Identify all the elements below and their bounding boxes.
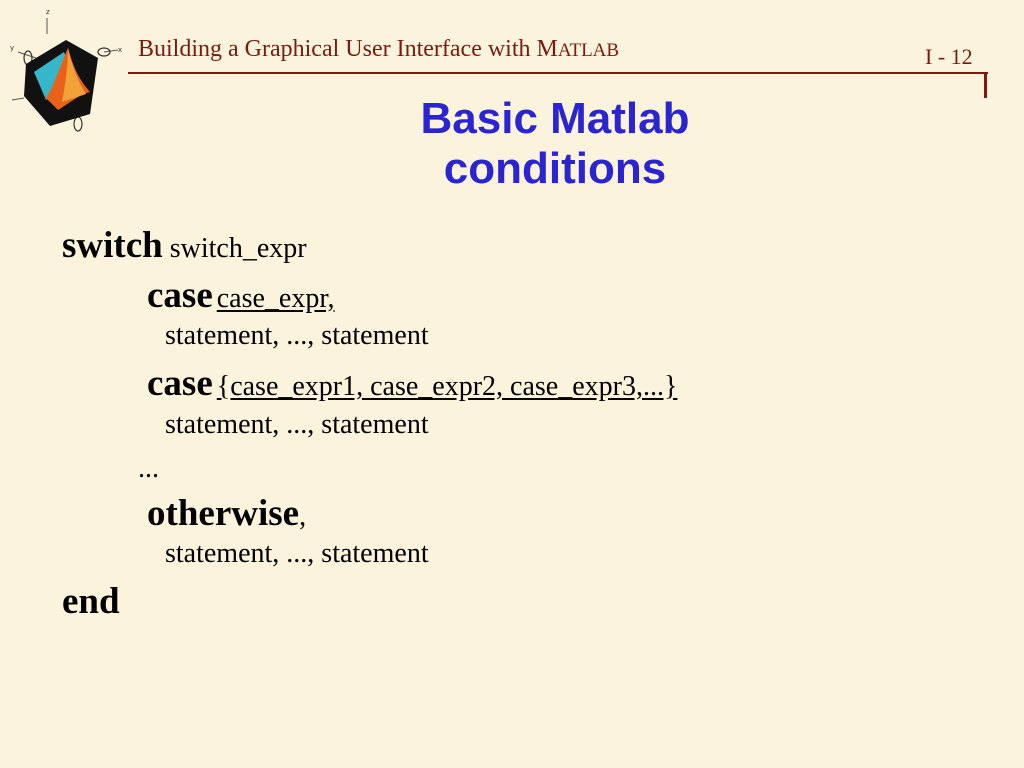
otherwise-keyword: otherwise xyxy=(147,493,300,534)
slide-title-line1: Basic Matlab xyxy=(420,94,690,143)
otherwise-comma: , xyxy=(299,501,307,532)
slide-title-line2: conditions xyxy=(443,144,667,193)
case-line-2 xyxy=(147,362,677,405)
switch-keyword: switch xyxy=(62,225,163,266)
end-keyword: end xyxy=(62,581,120,622)
page-number: I - 12 xyxy=(925,44,973,69)
statement-line-1: statement, ..., statement xyxy=(165,320,429,351)
case-keyword: case xyxy=(147,275,213,316)
end-line xyxy=(62,580,120,623)
svg-text:z: z xyxy=(46,8,50,16)
svg-text:y: y xyxy=(10,44,15,52)
case-line-1 xyxy=(147,274,335,317)
case-expression-list: {case_expr1, case_expr2, case_expr3,...} xyxy=(216,371,678,402)
statement-line-2: statement, ..., statement xyxy=(165,409,429,440)
presentation-title: Building a Graphical User Interface with MATLAB xyxy=(138,36,620,62)
case-keyword: case xyxy=(147,363,213,404)
switch-expression: switch_expr xyxy=(162,233,307,264)
ellipsis-line: ... xyxy=(138,453,159,484)
otherwise-line xyxy=(147,492,306,535)
case-expression: case_expr, xyxy=(216,283,335,314)
svg-text:x: x xyxy=(118,46,123,54)
statement-line-3: statement, ..., statement xyxy=(165,538,429,569)
switch-line xyxy=(62,224,307,267)
